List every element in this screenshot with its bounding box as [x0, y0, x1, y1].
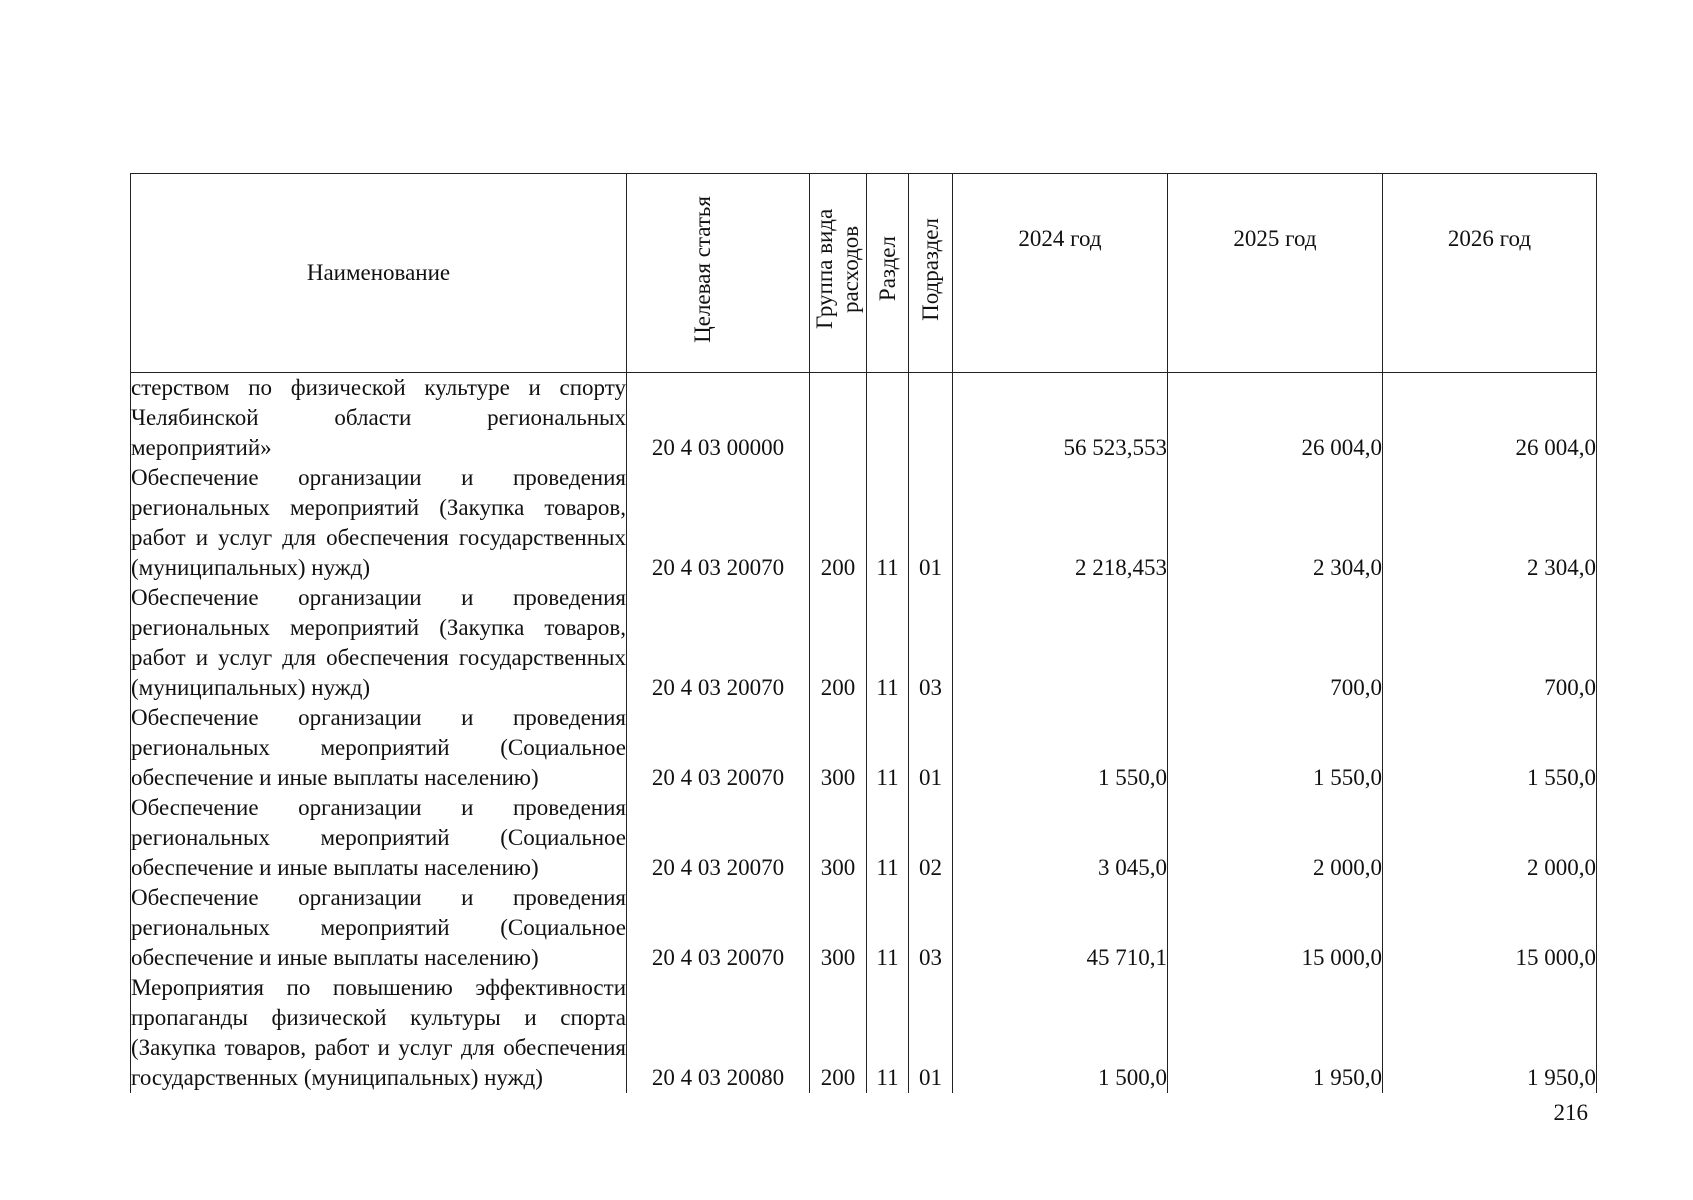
row-2026: 1 950,0 — [1383, 973, 1597, 1093]
header-2025: 2025 год — [1168, 174, 1383, 373]
row-section: 11 — [867, 883, 909, 973]
row-subsection: 01 — [909, 703, 953, 793]
row-section: 11 — [867, 703, 909, 793]
page-number: 216 — [1553, 1100, 1588, 1125]
header-target-article: Целевая статья — [627, 174, 810, 373]
table-header-row — [131, 174, 1597, 373]
row-2024: 45 710,1 — [953, 883, 1168, 973]
row-expense-group: 300 — [810, 883, 867, 973]
row-subsection: 01 — [909, 973, 953, 1093]
row-target-article: 20 4 03 20070 — [627, 793, 810, 883]
row-2024 — [953, 583, 1168, 703]
row-expense-group: 200 — [810, 583, 867, 703]
row-2025: 26 004,0 — [1168, 373, 1383, 464]
table-row — [131, 793, 1597, 883]
row-expense-group: 200 — [810, 463, 867, 583]
header-section: Раздел — [867, 174, 909, 373]
row-subsection: 01 — [909, 463, 953, 583]
row-2026: 1 550,0 — [1383, 703, 1597, 793]
row-2024: 1 500,0 — [953, 973, 1168, 1093]
table-row — [131, 373, 1597, 464]
row-2025: 1 550,0 — [1168, 703, 1383, 793]
row-section: 11 — [867, 463, 909, 583]
row-name: Обеспечение организации и проведения региональных мероприятий (Социальное обеспечение и иные выплаты населению) — [131, 793, 627, 883]
row-subsection: 03 — [909, 583, 953, 703]
row-name: Обеспечение организации и проведения региональных мероприятий (Закупка товаров, работ и услуг для обеспечения государственных (муниципальных) нужд) — [131, 463, 627, 583]
row-expense-group — [810, 373, 867, 464]
row-subsection — [909, 373, 953, 464]
budget-table — [130, 173, 1597, 1093]
row-2025: 1 950,0 — [1168, 973, 1383, 1093]
table-row — [131, 703, 1597, 793]
row-2025: 2 000,0 — [1168, 793, 1383, 883]
row-section: 11 — [867, 973, 909, 1093]
row-section — [867, 373, 909, 464]
row-2024: 56 523,553 — [953, 373, 1168, 464]
table-row — [131, 973, 1597, 1093]
table-row — [131, 883, 1597, 973]
table-row — [131, 583, 1597, 703]
row-name: стерством по физической культуре и спорту Челябинской области региональных мероприятий» — [131, 373, 627, 464]
table-row — [131, 463, 1597, 583]
row-2025: 700,0 — [1168, 583, 1383, 703]
row-target-article: 20 4 03 00000 — [627, 373, 810, 464]
row-target-article: 20 4 03 20070 — [627, 703, 810, 793]
row-2026: 15 000,0 — [1383, 883, 1597, 973]
row-name: Обеспечение организации и проведения региональных мероприятий (Социальное обеспечение и иные выплаты населению) — [131, 883, 627, 973]
header-2024: 2024 год — [953, 174, 1168, 373]
header-name: Наименование — [131, 174, 627, 373]
row-2025: 2 304,0 — [1168, 463, 1383, 583]
row-2026: 2 000,0 — [1383, 793, 1597, 883]
row-section: 11 — [867, 793, 909, 883]
row-subsection: 03 — [909, 883, 953, 973]
row-2026: 2 304,0 — [1383, 463, 1597, 583]
row-2025: 15 000,0 — [1168, 883, 1383, 973]
header-expense-group: Группа вида расходов — [810, 174, 867, 373]
row-target-article: 20 4 03 20070 — [627, 583, 810, 703]
row-name: Мероприятия по повышению эффективности пропаганды физической культуры и спорта (Закупка товаров, работ и услуг для обеспечения государственных (муниципальных) нужд) — [131, 973, 627, 1093]
header-subsection: Подраздел — [909, 174, 953, 373]
row-2024: 2 218,453 — [953, 463, 1168, 583]
row-name: Обеспечение организации и проведения региональных мероприятий (Закупка товаров, работ и услуг для обеспечения государственных (муниципальных) нужд) — [131, 583, 627, 703]
row-target-article: 20 4 03 20070 — [627, 463, 810, 583]
row-2024: 1 550,0 — [953, 703, 1168, 793]
row-name: Обеспечение организации и проведения региональных мероприятий (Социальное обеспечение и иные выплаты населению) — [131, 703, 627, 793]
row-subsection: 02 — [909, 793, 953, 883]
row-expense-group: 300 — [810, 703, 867, 793]
row-expense-group: 200 — [810, 973, 867, 1093]
row-2024: 3 045,0 — [953, 793, 1168, 883]
row-section: 11 — [867, 583, 909, 703]
row-expense-group: 300 — [810, 793, 867, 883]
row-target-article: 20 4 03 20070 — [627, 883, 810, 973]
row-2026: 26 004,0 — [1383, 373, 1597, 464]
header-2026: 2026 год — [1383, 174, 1597, 373]
row-target-article: 20 4 03 20080 — [627, 973, 810, 1093]
row-2026: 700,0 — [1383, 583, 1597, 703]
